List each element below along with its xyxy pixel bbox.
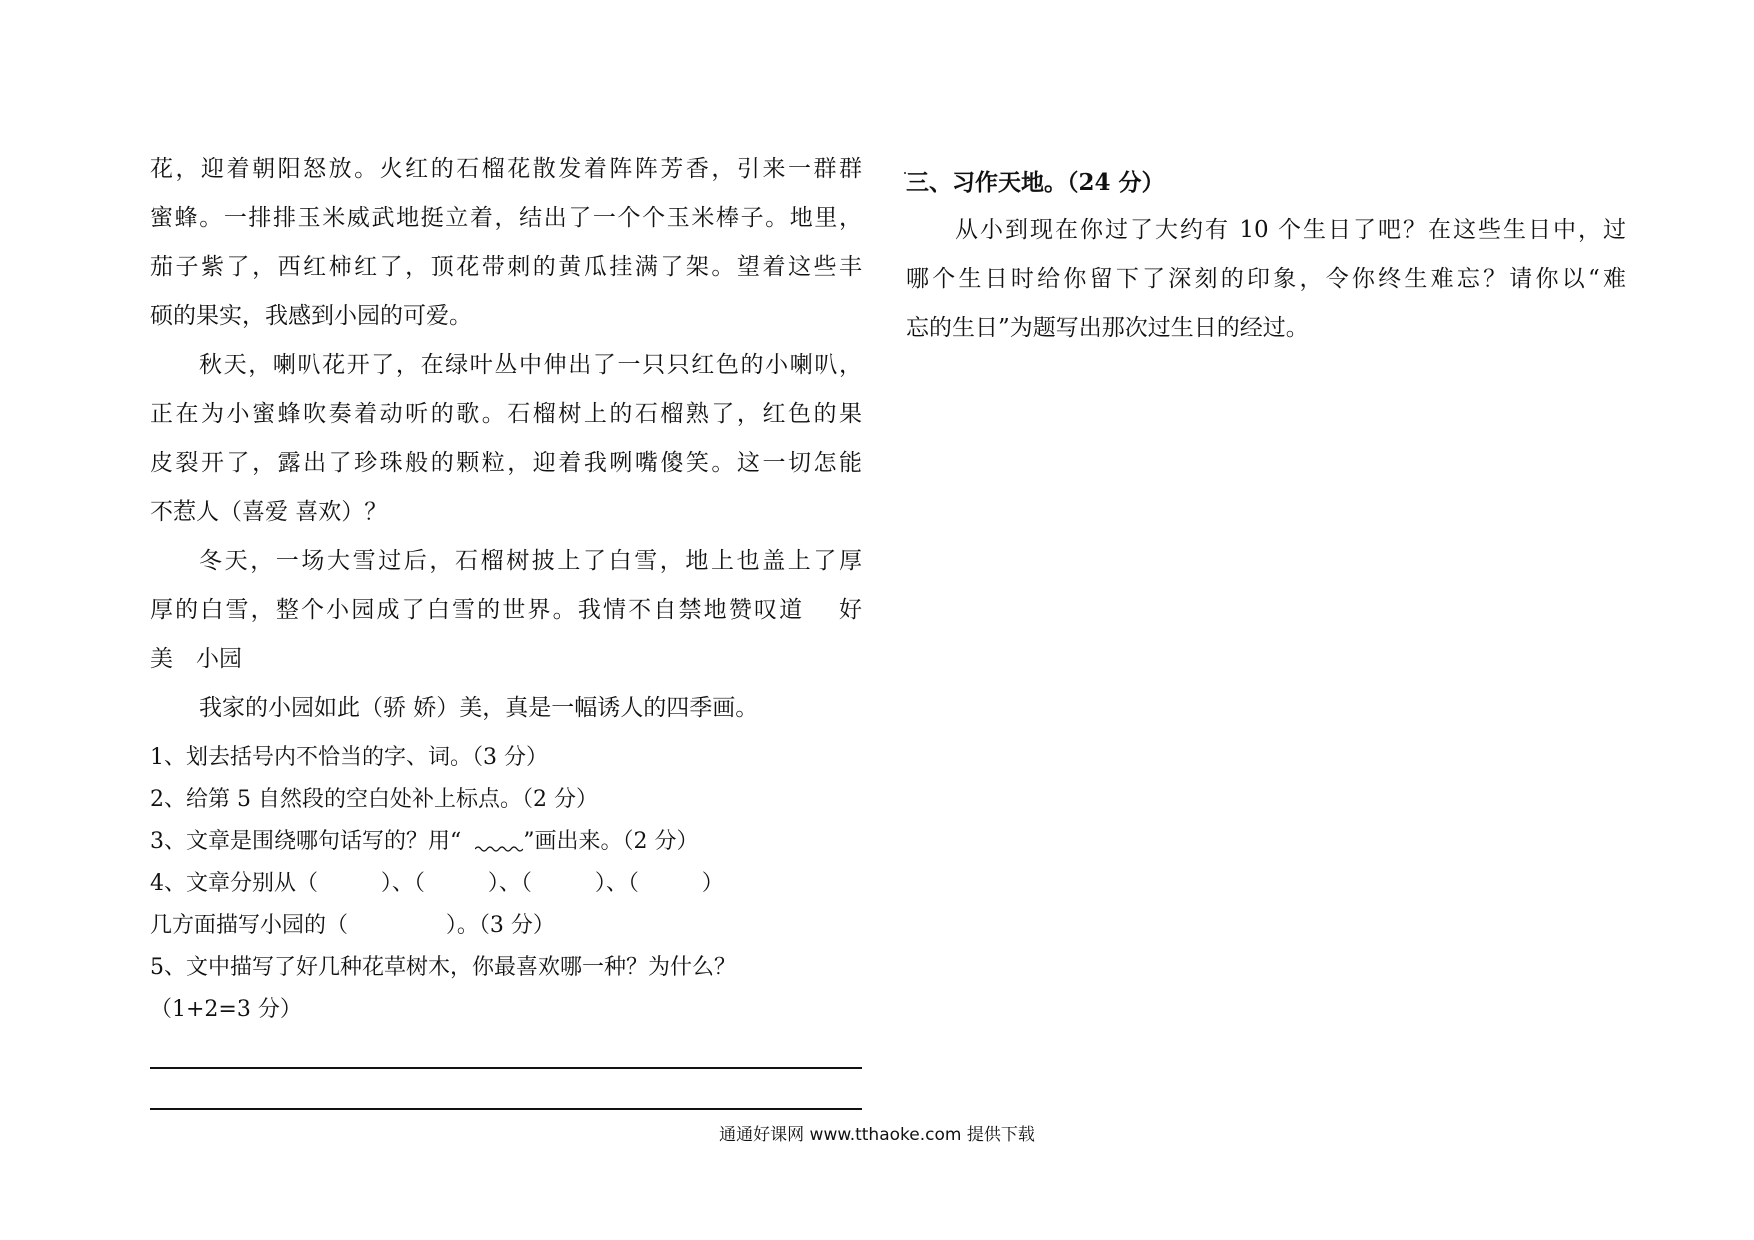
- paragraph-ending: 我家的小园如此（骄 娇）美，真是一幅诱人的四季画。: [199, 695, 759, 721]
- wavy-underline-icon: [475, 844, 523, 854]
- paragraph-winter: [150, 537, 862, 684]
- passage-line: 茄子紫了，西红柿红了，顶花带刺的黄瓜挂满了架。望着这些丰: [150, 254, 862, 280]
- writing-prompt-line: 从小到现在你过了大约有 10 个生日了吧？在这些生日中，过: [955, 217, 1626, 243]
- answer-line-1[interactable]: [150, 1067, 862, 1069]
- paragraph-autumn: [150, 341, 862, 537]
- question-4-line-1: 4、文章分别从（ ）、（ ）、（ ）、（ ）: [150, 871, 724, 896]
- question-3-text-end: ”画出来。（2 分）: [523, 829, 699, 854]
- passage-line: 美 小园: [150, 646, 242, 672]
- question-5-line-2: （1+2=3 分）: [150, 997, 302, 1022]
- question-5-line-1: 5、文中描写了好几种花草树木，你最喜欢哪一种？为什么？: [150, 955, 736, 980]
- question-4-line-2: 几方面描写小园的（ ）。（3 分）: [150, 913, 555, 938]
- passage-line: 花，迎着朝阳怒放。火红的石榴花散发着阵阵芳香，引来一群群: [150, 156, 862, 182]
- question-2: 2、给第 5 自然段的空白处补上标点。（2 分）: [150, 787, 598, 812]
- passage-line: 厚的白雪，整个小园成了白雪的世界。我情不自禁地赞叹道 好: [150, 597, 862, 623]
- writing-heading: 三、习作天地。（24 分）: [906, 169, 1165, 196]
- footer-credit: 通通好课网 www.tthaoke.com 提供下载: [719, 1125, 1035, 1145]
- reading-passage-column: [150, 145, 862, 1031]
- paragraph-summer: [150, 145, 862, 341]
- passage-line: 皮裂开了，露出了珍珠般的颗粒，迎着我咧嘴傻笑。这一切怎能: [150, 450, 862, 476]
- passage-line: 冬天，一场大雪过后，石榴树披上了白雪，地上也盖上了厚: [199, 548, 862, 574]
- answer-line-2[interactable]: [150, 1108, 862, 1110]
- question-list: [150, 737, 862, 1031]
- passage-line: 不惹人（喜爱 喜欢）？: [150, 499, 388, 525]
- writing-section: [906, 168, 1626, 353]
- passage-line: 硕的果实，我感到小园的可爱。: [150, 303, 472, 329]
- writing-prompt-line: 忘的生日”为题写出那次过生日的经过。: [906, 315, 1309, 341]
- question-3-text: 3、文章是围绕哪句话写的？用“: [150, 829, 476, 854]
- passage-line: 正在为小蜜蜂吹奏着动听的歌。石榴树上的石榴熟了，红色的果: [150, 401, 862, 427]
- question-1: 1、划去括号内不恰当的字、词。（3 分）: [150, 745, 548, 770]
- question-3: [150, 821, 862, 863]
- passage-line: 蜜蜂。一排排玉米威武地挺立着，结出了一个个玉米棒子。地里，: [150, 205, 862, 231]
- passage-line: 秋天，喇叭花开了，在绿叶丛中伸出了一只只红色的小喇叭，: [199, 352, 862, 378]
- writing-prompt-line: 哪个生日时给你留下了深刻的印象，令你终生难忘？请你以“难: [906, 266, 1626, 292]
